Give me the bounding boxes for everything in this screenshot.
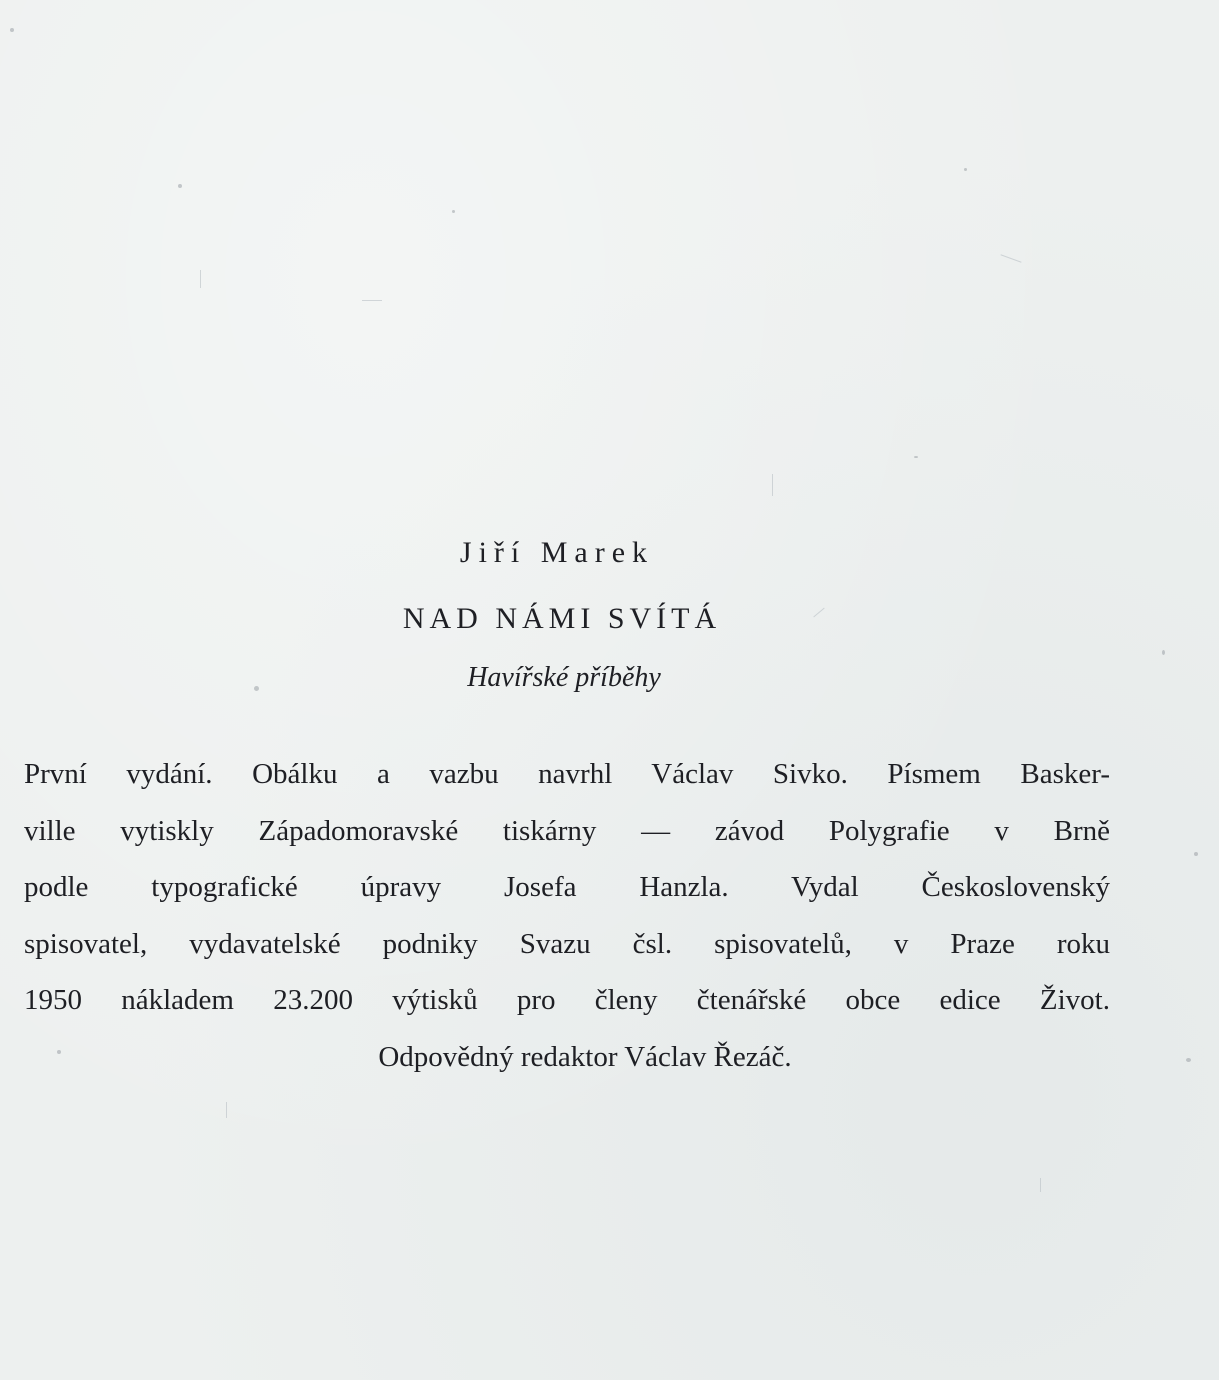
paper-fiber xyxy=(772,474,773,496)
paper-speck xyxy=(178,184,182,188)
paper-speck xyxy=(1194,852,1198,856)
paper-fiber xyxy=(200,270,201,288)
book-subtitle: Havířské příběhy xyxy=(467,662,661,693)
paper-fiber xyxy=(1040,1178,1041,1192)
colophon-line: První vydání. Obálku a vazbu navrhl Václav Sivko. Písmem Basker- xyxy=(24,758,1110,790)
paper-fiber xyxy=(226,1102,227,1118)
paper-fiber xyxy=(362,300,382,301)
colophon xyxy=(24,746,1110,1085)
paper-speck xyxy=(452,210,455,213)
colophon-editor-line: Odpovědný redaktor Václav Řezáč. xyxy=(378,1040,792,1073)
paper-speck xyxy=(914,456,918,458)
colophon-line: spisovatel, vydavatelské podniky Svazu čsl. spisovatelů, v Praze roku xyxy=(24,927,1110,960)
colophon-line: podle typografické úpravy Josefa Hanzla. Vydal Československý xyxy=(24,871,1110,903)
colophon-line: ville vytiskly Západomoravské tiskárny — závod Polygrafie v Brně xyxy=(24,814,1110,847)
author-name: Jiří Marek xyxy=(459,536,655,569)
paper-speck xyxy=(964,168,967,171)
paper-fiber xyxy=(1000,254,1021,262)
book-title: NAD NÁMI SVÍTÁ xyxy=(402,602,722,635)
colophon-line: 1950 nákladem 23.200 výtisků pro členy čtenářské obce edice Život. xyxy=(24,984,1110,1016)
paper-speck xyxy=(10,28,14,32)
paper-speck xyxy=(1186,1058,1191,1062)
paper-speck xyxy=(1162,650,1165,655)
